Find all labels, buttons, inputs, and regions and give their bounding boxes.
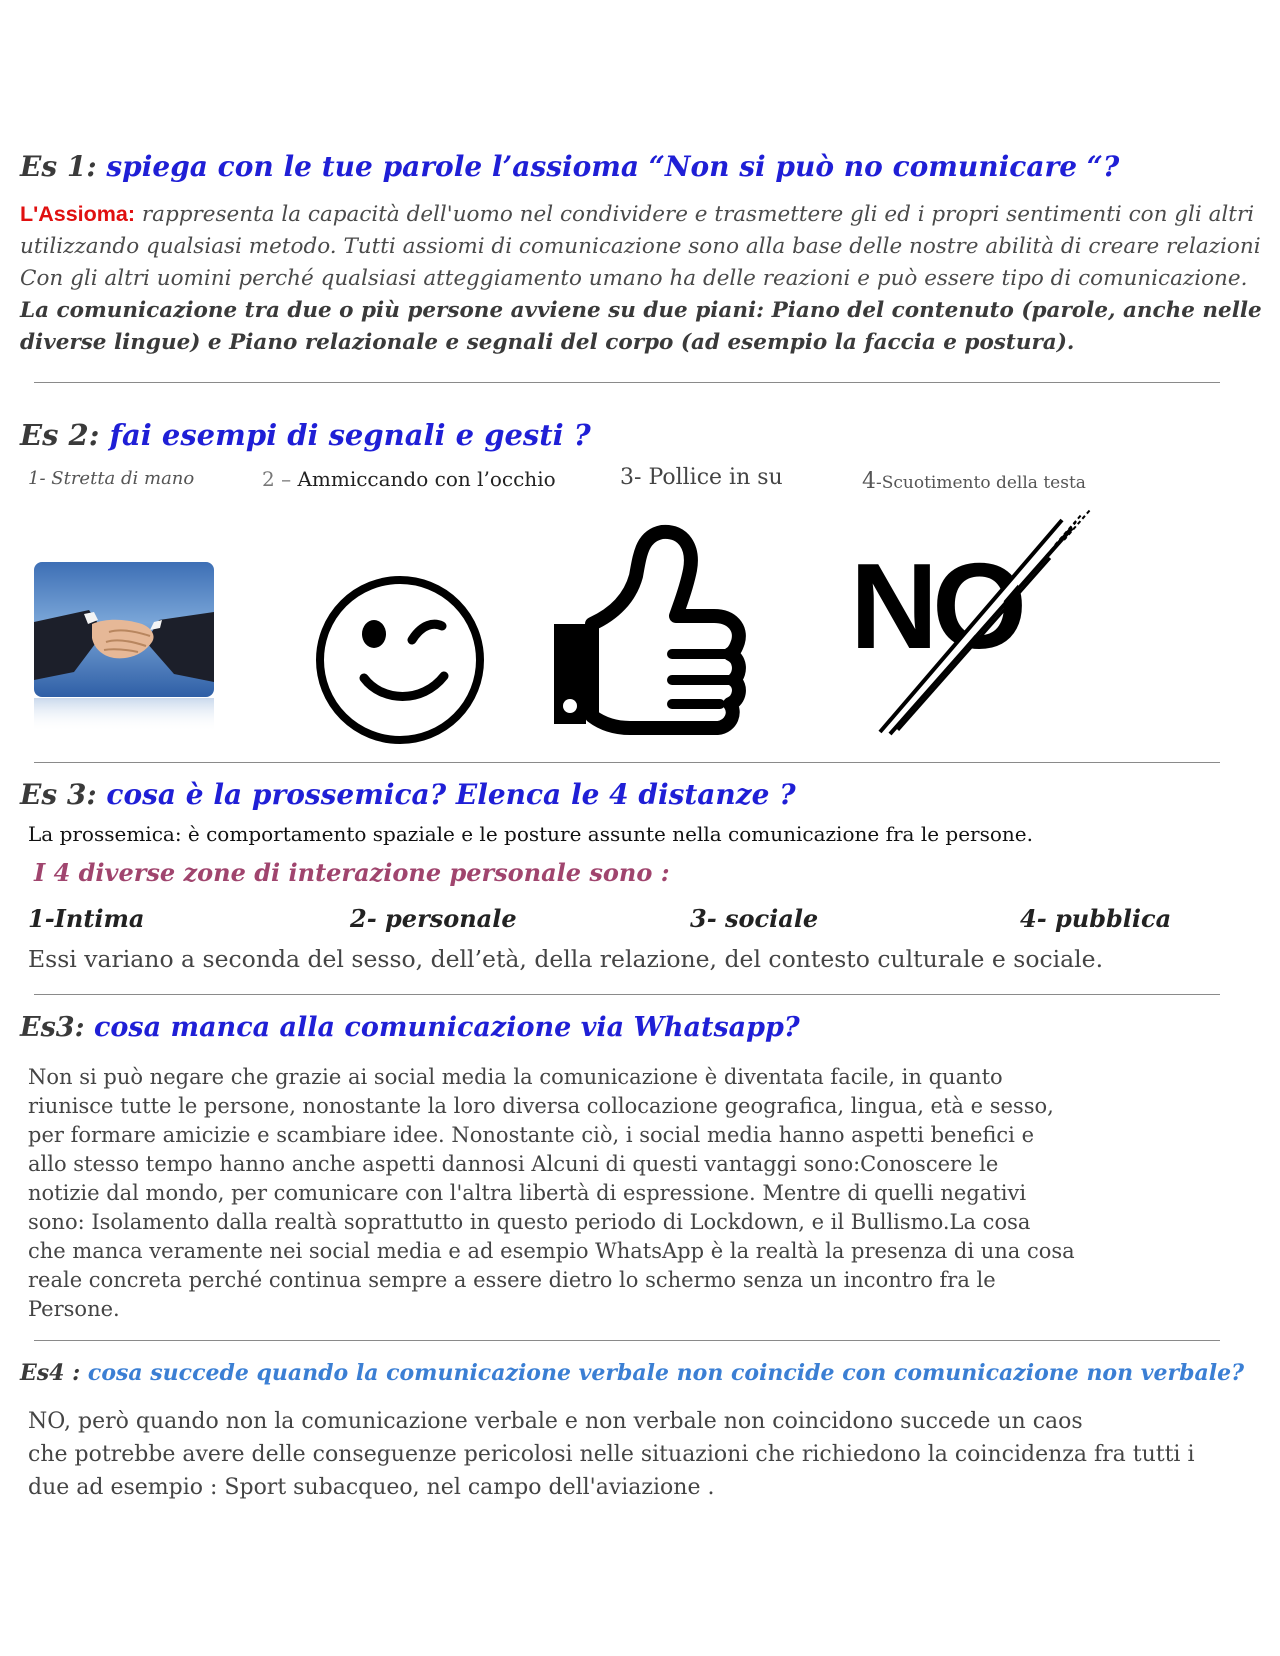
es3b-answer	[28, 1063, 1075, 1324]
es3b-line: notizie dal mondo, per comunicare con l'altra libertà di espressione. Mentre di quelli negativi	[28, 1181, 1027, 1205]
es1-heading	[20, 150, 1119, 183]
es3b-line: allo stesso tempo hanno anche aspetti dannosi Alcuni di questi vantaggi sono:Conoscere le	[28, 1152, 999, 1176]
gesture-item-1: 1- Stretta di mano	[28, 468, 195, 489]
divider-4	[34, 1340, 1220, 1341]
es3b-question: cosa manca alla comunicazione via Whatsapp?	[93, 1012, 800, 1043]
es4-answer	[28, 1405, 1194, 1504]
divider-3	[34, 994, 1220, 995]
es1-line5: diverse lingue) e Piano relazionale e segnali del corpo (ad esempio la faccia e postura).	[20, 330, 1075, 355]
es1-line4: La comunicazione tra due o più persone avviene su due piani: Piano del contenuto (parole, anche nelle	[20, 298, 1262, 323]
zone-2: 2- personale	[350, 904, 517, 933]
handshake-image	[34, 562, 214, 732]
es4-question: cosa succede quando la comunicazione verbale non coincide con comunicazione non verbale?	[87, 1360, 1245, 1386]
no-sign-text: NO	[850, 538, 1021, 674]
es3b-line: per formare amicizie e scambiare idee. Nonostante ciò, i social media hanno aspetti benefici e	[28, 1123, 1035, 1147]
es2-question: fai esempi di segnali e gesti ?	[109, 418, 591, 452]
es3a-definition: La prossemica: è comportamento spaziale e le posture assunte nella comunicazione fra le persone.	[28, 822, 1033, 846]
zones-note: Essi variano a seconda del sesso, dell’età, della relazione, del contesto culturale e sociale.	[28, 945, 1104, 973]
wink-face-icon	[312, 572, 488, 748]
es3b-line: che manca veramente nei social media e ad esempio WhatsApp è la realtà la presenza di una cosa	[28, 1239, 1075, 1263]
zone-3: 3- sociale	[690, 904, 819, 933]
es1-line1: L'Assioma: rappresenta la capacità dell'uomo nel condividere e trasmettere gli ed i propri sentimenti con gli altri	[20, 202, 1255, 227]
gesture-item-2: 2 – Ammiccando con l’occhio	[262, 467, 556, 491]
es1-term: L'Assioma:	[20, 202, 136, 226]
gesture-item-3: 3- Pollice in su	[620, 465, 783, 490]
no-sign-icon	[850, 500, 1110, 740]
divider-2	[34, 762, 1220, 763]
es3a-label: Es 3:	[20, 778, 97, 811]
es1-line2: utilizzando qualsiasi metodo. Tutti assiomi di comunicazione sono alla base delle nostre abilità di creare relazioni	[20, 234, 1261, 259]
es4-line: che potrebbe avere delle conseguenze pericolosi nelle situazioni che richiedono la coincidenza fra tutti i	[28, 1442, 1195, 1467]
es1-label: Es 1:	[20, 150, 97, 183]
thumbs-up-icon	[534, 524, 754, 736]
es3b-line: reale concreta perché continua sempre a essere dietro lo schermo senza un incontro fra le	[28, 1268, 996, 1292]
es3a-heading	[20, 778, 796, 811]
es3b-label: Es3:	[20, 1012, 85, 1043]
es4-line: due ad esempio : Sport subacqueo, nel campo dell'aviazione .	[28, 1475, 715, 1500]
es3b-heading	[20, 1012, 800, 1043]
es4-heading	[20, 1360, 1244, 1386]
es4-label: Es4 :	[20, 1360, 81, 1386]
es2-heading	[20, 418, 591, 452]
es3b-line: sono: Isolamento dalla realtà soprattutto in questo periodo di Lockdown, e il Bullismo.La cosa	[28, 1210, 1031, 1234]
zone-4: 4- pubblica	[1020, 904, 1172, 933]
es2-label: Es 2:	[20, 418, 100, 452]
es3b-line: riunisce tutte le persone, nonostante la loro diversa collocazione geografica, lingua, età e sesso,	[28, 1094, 1054, 1118]
es1-question: spiega con le tue parole l’assioma “Non si può no comunicare “?	[106, 150, 1120, 183]
es3a-question: cosa è la prossemica? Elenca le 4 distanze ?	[106, 778, 796, 811]
zone-1: 1-Intima	[28, 904, 145, 933]
zones-title: I 4 diverse zone di interazione personale sono :	[34, 858, 670, 887]
divider-1	[34, 382, 1220, 383]
es1-line3: Con gli altri uomini perché qualsiasi atteggiamento umano ha delle reazioni e può essere tipo di comunicazione.	[20, 266, 1248, 291]
gesture-item-4: 4-Scuotimento della testa	[862, 469, 1086, 494]
es3b-line: Persone.	[28, 1297, 120, 1321]
es1-answer	[20, 198, 1262, 359]
es4-line: NO, però quando non la comunicazione verbale e non verbale non coincidono succede un caos	[28, 1409, 1083, 1434]
es3b-line: Non si può negare che grazie ai social media la comunicazione è diventata facile, in quanto	[28, 1065, 1003, 1089]
